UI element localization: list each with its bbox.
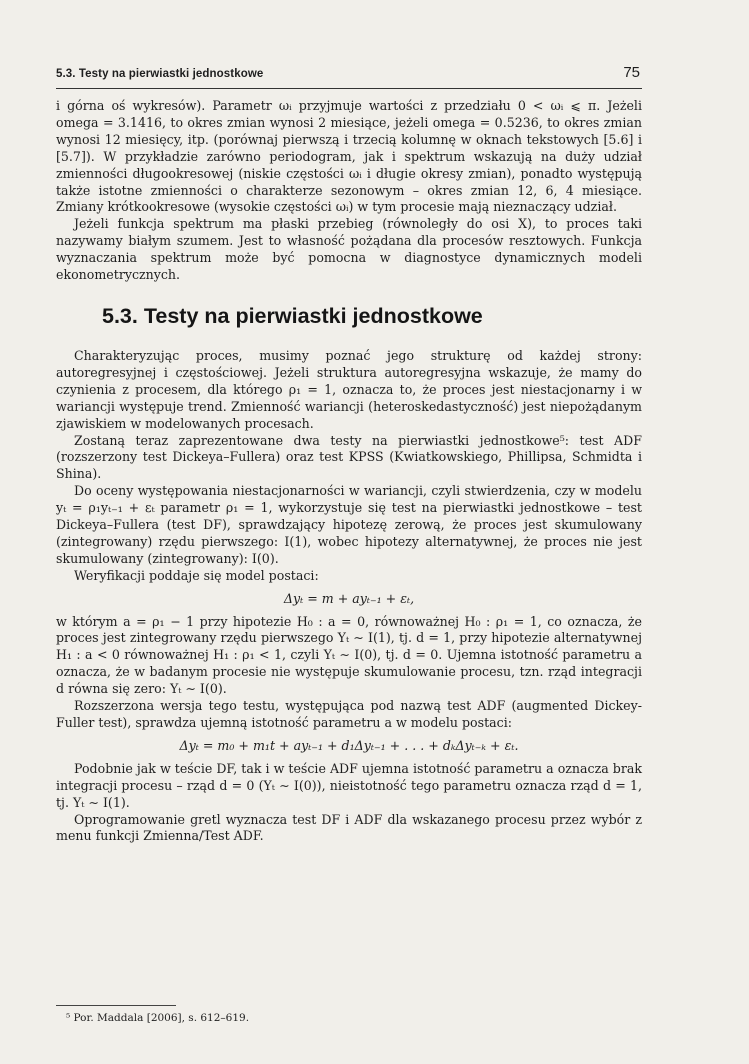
footnote-rule (56, 1005, 176, 1006)
paragraph: w którym a = ρ₁ − 1 przy hipotezie H₀ : a = 0, równoważnej H₀ : ρ₁ = 1, co oznacza, że proces jest zintegrowany rzędu pierwszego Yₜ ∼ I(1), tj. d = 1, przy hipotezie alternatywnej H₁ : a < 0 równoważnej H₁ : ρ₁ < 1, czyli Yₜ ∼ I(0), tj. d = 0. Ujemna istotność parametru a oznacza, że w badanym procesie nie występuje skumulowanie procesu, tzn. rząd integracji d równa się zero: Yₜ ∼ I(0). (56, 613, 642, 697)
paragraph: Do oceny występowania niestacjonarności w wariancji, czyli stwierdzenia, czy w modelu yₜ = ρ₁yₜ₋₁ + εₜ parametr ρ₁ = 1, wykorzystuje się test na pierwiastki jednostkowe – test Dickeya–Fullera (test DF), sprawdzający hipotezę zerową, że proces jest skumulowany (zintegrowany) rzędu pierwszego: I(1), wobec hipotezy alternatywnej, że proces nie jest skumulowany (zintegrowany): I(0). (56, 483, 642, 566)
paragraph: Rozszerzona wersja tego testu, występująca pod nazwą test ADF (augmented Dickey-Fuller test), sprawdza ujemną istotność parametru a w modelu postaci: (56, 698, 642, 730)
running-title: 5.3. Testy na pierwiastki jednostkowe (56, 68, 264, 80)
paragraph: Jeżeli funkcja spektrum ma płaski przebieg (równoległy do osi X), to proces taki nazywamy białym szumem. Jest to własność pożądana dla procesów resztowych. Funkcja wyznaczania spektrum może być pomocna w diagnostyce dynamicznych modeli ekonometrycznych. (56, 216, 642, 283)
section-title: 5.3. Testy na pierwiastki jednostkowe (102, 303, 483, 328)
running-header (56, 64, 642, 89)
footnote: ⁵ Por. Maddala [2006], s. 612–619. (66, 1012, 250, 1024)
paragraph: Oprogramowanie gretl wyznacza test DF i ADF dla wskazanego procesu przez wybór z menu funkcji Zmienna/Test ADF. (56, 811, 642, 844)
paragraph: Podobnie jak w teście DF, tak i w teście ADF ujemna istotność parametru a oznacza brak integracji procesu – rząd d = 0 (Yₜ ∼ I(0)), nieistotność tego parametru oznacza rząd d = 1, tj. Yₜ ∼ I(1). (56, 760, 642, 810)
equation-df: Δyₜ = m + ayₜ₋₁ + εₜ, (283, 590, 415, 606)
equation-adf: Δyₜ = m₀ + m₁t + ayₜ₋₁ + d₁Δyₜ₋₁ + . . . + dₖΔyₜ₋ₖ + εₜ. (179, 737, 519, 753)
paragraph: i górna oś wykresów). Parametr ωᵢ przyjmuje wartości z przedziału 0 < ωᵢ ⩽ π. Jeżeli omega = 3.1416, to okres zmian wynosi 2 miesiące, jeżeli omega = 0.5236, to okres zmian wynosi 12 miesięcy, itp. (porównaj pierwszą i trzecią kolumnę w oknach tekstowych [5.6] i [5.7]). W przykładzie zarówno periodogram, jak i spektrum wskazują na duży udział zmienności długookresowej (niskie częstości ωᵢ i długie okresy zmian), ponadto występują także istotne zmienności o charakterze sezonowym – okres zmian 12, 6, 4 miesiące. Zmiany krótkookresowe (wysokie częstości ωᵢ) w tym procesie mają nieznaczący udział. (56, 98, 642, 215)
paragraph: Zostaną teraz zaprezentowane dwa testy na pierwiastki jednostkowe⁵: test ADF (rozszerzony test Dickeya–Fullera) oraz test KPSS (Kwiatkowskiego, Phillipsa, Schmidta i Shina). (56, 432, 642, 482)
page-number: 75 (623, 64, 640, 81)
paragraph: Charakteryzując proces, musimy poznać jego strukturę od każdej strony: autoregresyjnej i częstościowej. Jeżeli struktura autoregresyjna wskazuje, że mamy do czynienia z procesem, dla którego ρ₁ = 1, oznacza to, że proces jest niestacjonarny i w wariancji występuje trend. Zmienność wariancji (heteroskedastyczność) jest niepożądanym zjawiskiem w modelowanych procesach. (56, 347, 642, 431)
paragraph: Weryfikacji poddaje się model postaci: (74, 567, 319, 583)
page-body (56, 98, 642, 845)
